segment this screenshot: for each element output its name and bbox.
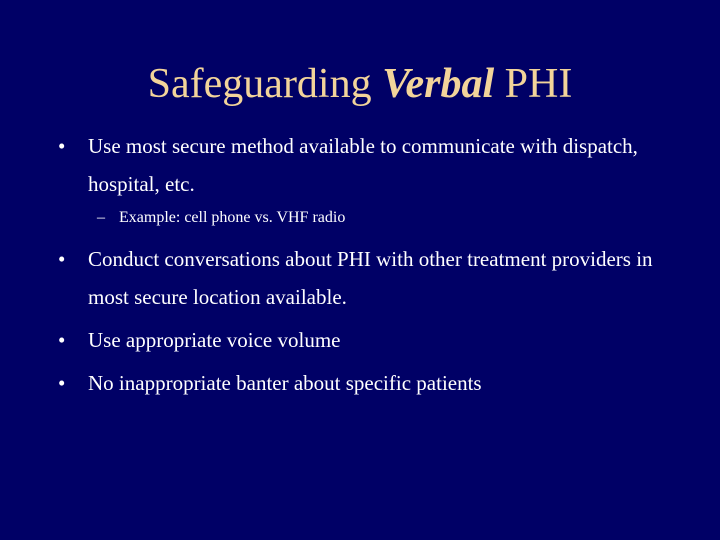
bullet-text: Use appropriate voice volume (88, 328, 341, 352)
bullet-marker: • (58, 247, 66, 271)
bullet-item (58, 240, 678, 316)
title-prefix: Safeguarding (147, 61, 372, 107)
title-emphasis: Verbal (382, 61, 495, 107)
bullet-marker: • (58, 371, 66, 395)
bullet-text: Use most secure method available to communicate with dispatch, hospital, etc. (88, 134, 638, 196)
bullet-marker: • (58, 328, 66, 352)
sub-bullet-text: Example: cell phone vs. VHF radio (119, 209, 346, 226)
bullet-item (58, 321, 678, 359)
bullet-marker: • (58, 134, 66, 158)
bullet-item (58, 127, 678, 203)
bullet-item (58, 364, 678, 402)
title-suffix: PHI (504, 61, 573, 107)
sub-bullet-marker: – (97, 209, 105, 226)
sub-bullet-item (97, 207, 677, 229)
bullet-text: No inappropriate banter about specific patients (88, 371, 482, 395)
bullet-text: Conduct conversations about PHI with other treatment providers in most secure location available. (88, 247, 653, 309)
